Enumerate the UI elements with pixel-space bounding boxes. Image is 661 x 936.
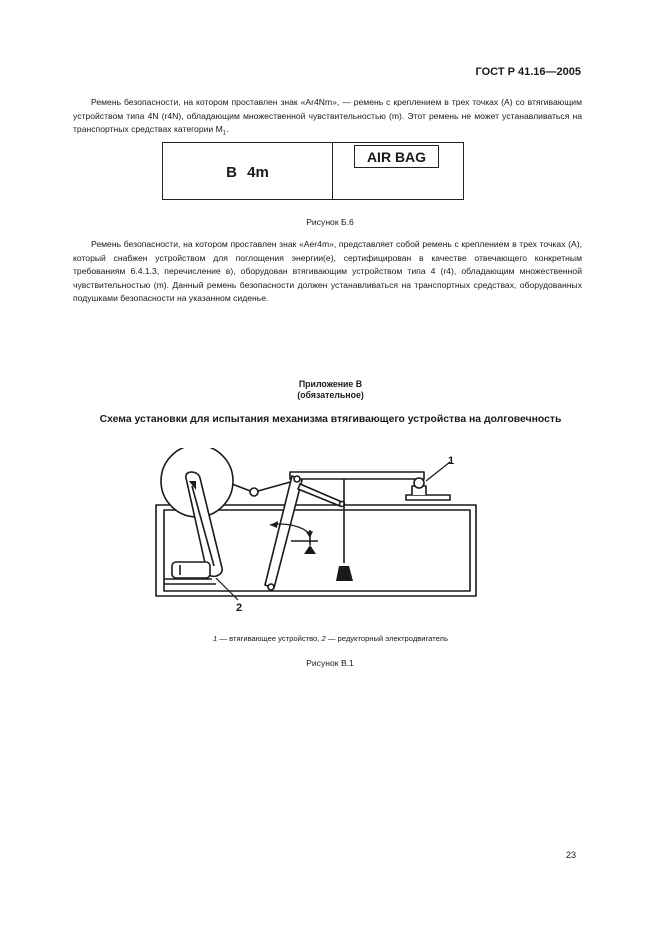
retractor-base (406, 495, 450, 500)
motor-body (172, 562, 210, 578)
figure-b6-caption: Рисунок Б.6 (306, 217, 354, 227)
annex-status: (обязательное) (297, 390, 364, 400)
link-arm (298, 484, 342, 506)
main-lever (265, 476, 302, 588)
lever-pivot-bottom (268, 584, 274, 590)
lever-pivot-top (294, 476, 300, 482)
marking-code: B 4m (226, 163, 269, 181)
legend-num-1: 1 (213, 634, 218, 643)
figure-v1-legend (100, 634, 561, 643)
leader-1 (426, 462, 450, 481)
paragraph-ar4nm (73, 96, 582, 142)
legend-text-1: — втягивающее устройство, (217, 634, 322, 643)
scheme-title: Схема установки для испытания механизма втягивающего устройства на долговечность (99, 414, 562, 425)
paragraph-ar4nm-tail: . (226, 124, 229, 135)
small-weight (304, 545, 316, 554)
paragraph-ar4nm-text: Ремень безопасности, на котором проставлен знак «Ar4Nm», — ремень с креплением в трех точках (A) со втягивающим устройством типа 4N (r4N), обладающим множественной чувствительностью (m). Этот ремень не может устанавливаться на транспортных средствах категории M (73, 97, 582, 135)
pulley (250, 488, 258, 496)
motion-arrow-left-icon (270, 521, 278, 528)
legend-text-2: — редукторный электродвигатель (325, 634, 448, 643)
category-subscript: 1 (222, 130, 227, 137)
motor-mount (164, 579, 216, 584)
airbag-label: AIR BAG (354, 145, 439, 168)
figure-v1-caption: Рисунок В.1 (306, 658, 354, 668)
motion-arrow-down-icon (306, 531, 313, 538)
label-1: 1 (448, 455, 455, 467)
legend-num-2: 2 (321, 634, 326, 643)
top-bar (290, 472, 424, 479)
page-number: 23 (566, 850, 577, 860)
paragraph-aer4m: Ремень безопасности, на котором проставлен знак «Aer4m», представляет собой ремень с креплением в трех точках (A), который снабжен устройством для поглощения энергии(e), сертифицирован в качестве отвечающего конкретным требованиям 6.4.1.3, перечисление в), оборудован втягивающим устройством типа 4 (r4), обладающим множественной чувствительностью (m). Данный ремень безопасности должен устанавливаться на транспортных средствах, оборудованных подушками безопасности на указанном сиденье. (73, 239, 582, 304)
label-2: 2 (236, 602, 243, 614)
hanging-weight (336, 566, 353, 581)
retractor-spool (414, 478, 424, 488)
marking-divider (332, 143, 333, 199)
marking-figure-b6 (162, 142, 464, 200)
test-setup-diagram (150, 448, 490, 628)
document-id: ГОСТ Р 41.16—2005 (475, 66, 581, 78)
annex-title: Приложение В (298, 379, 363, 389)
